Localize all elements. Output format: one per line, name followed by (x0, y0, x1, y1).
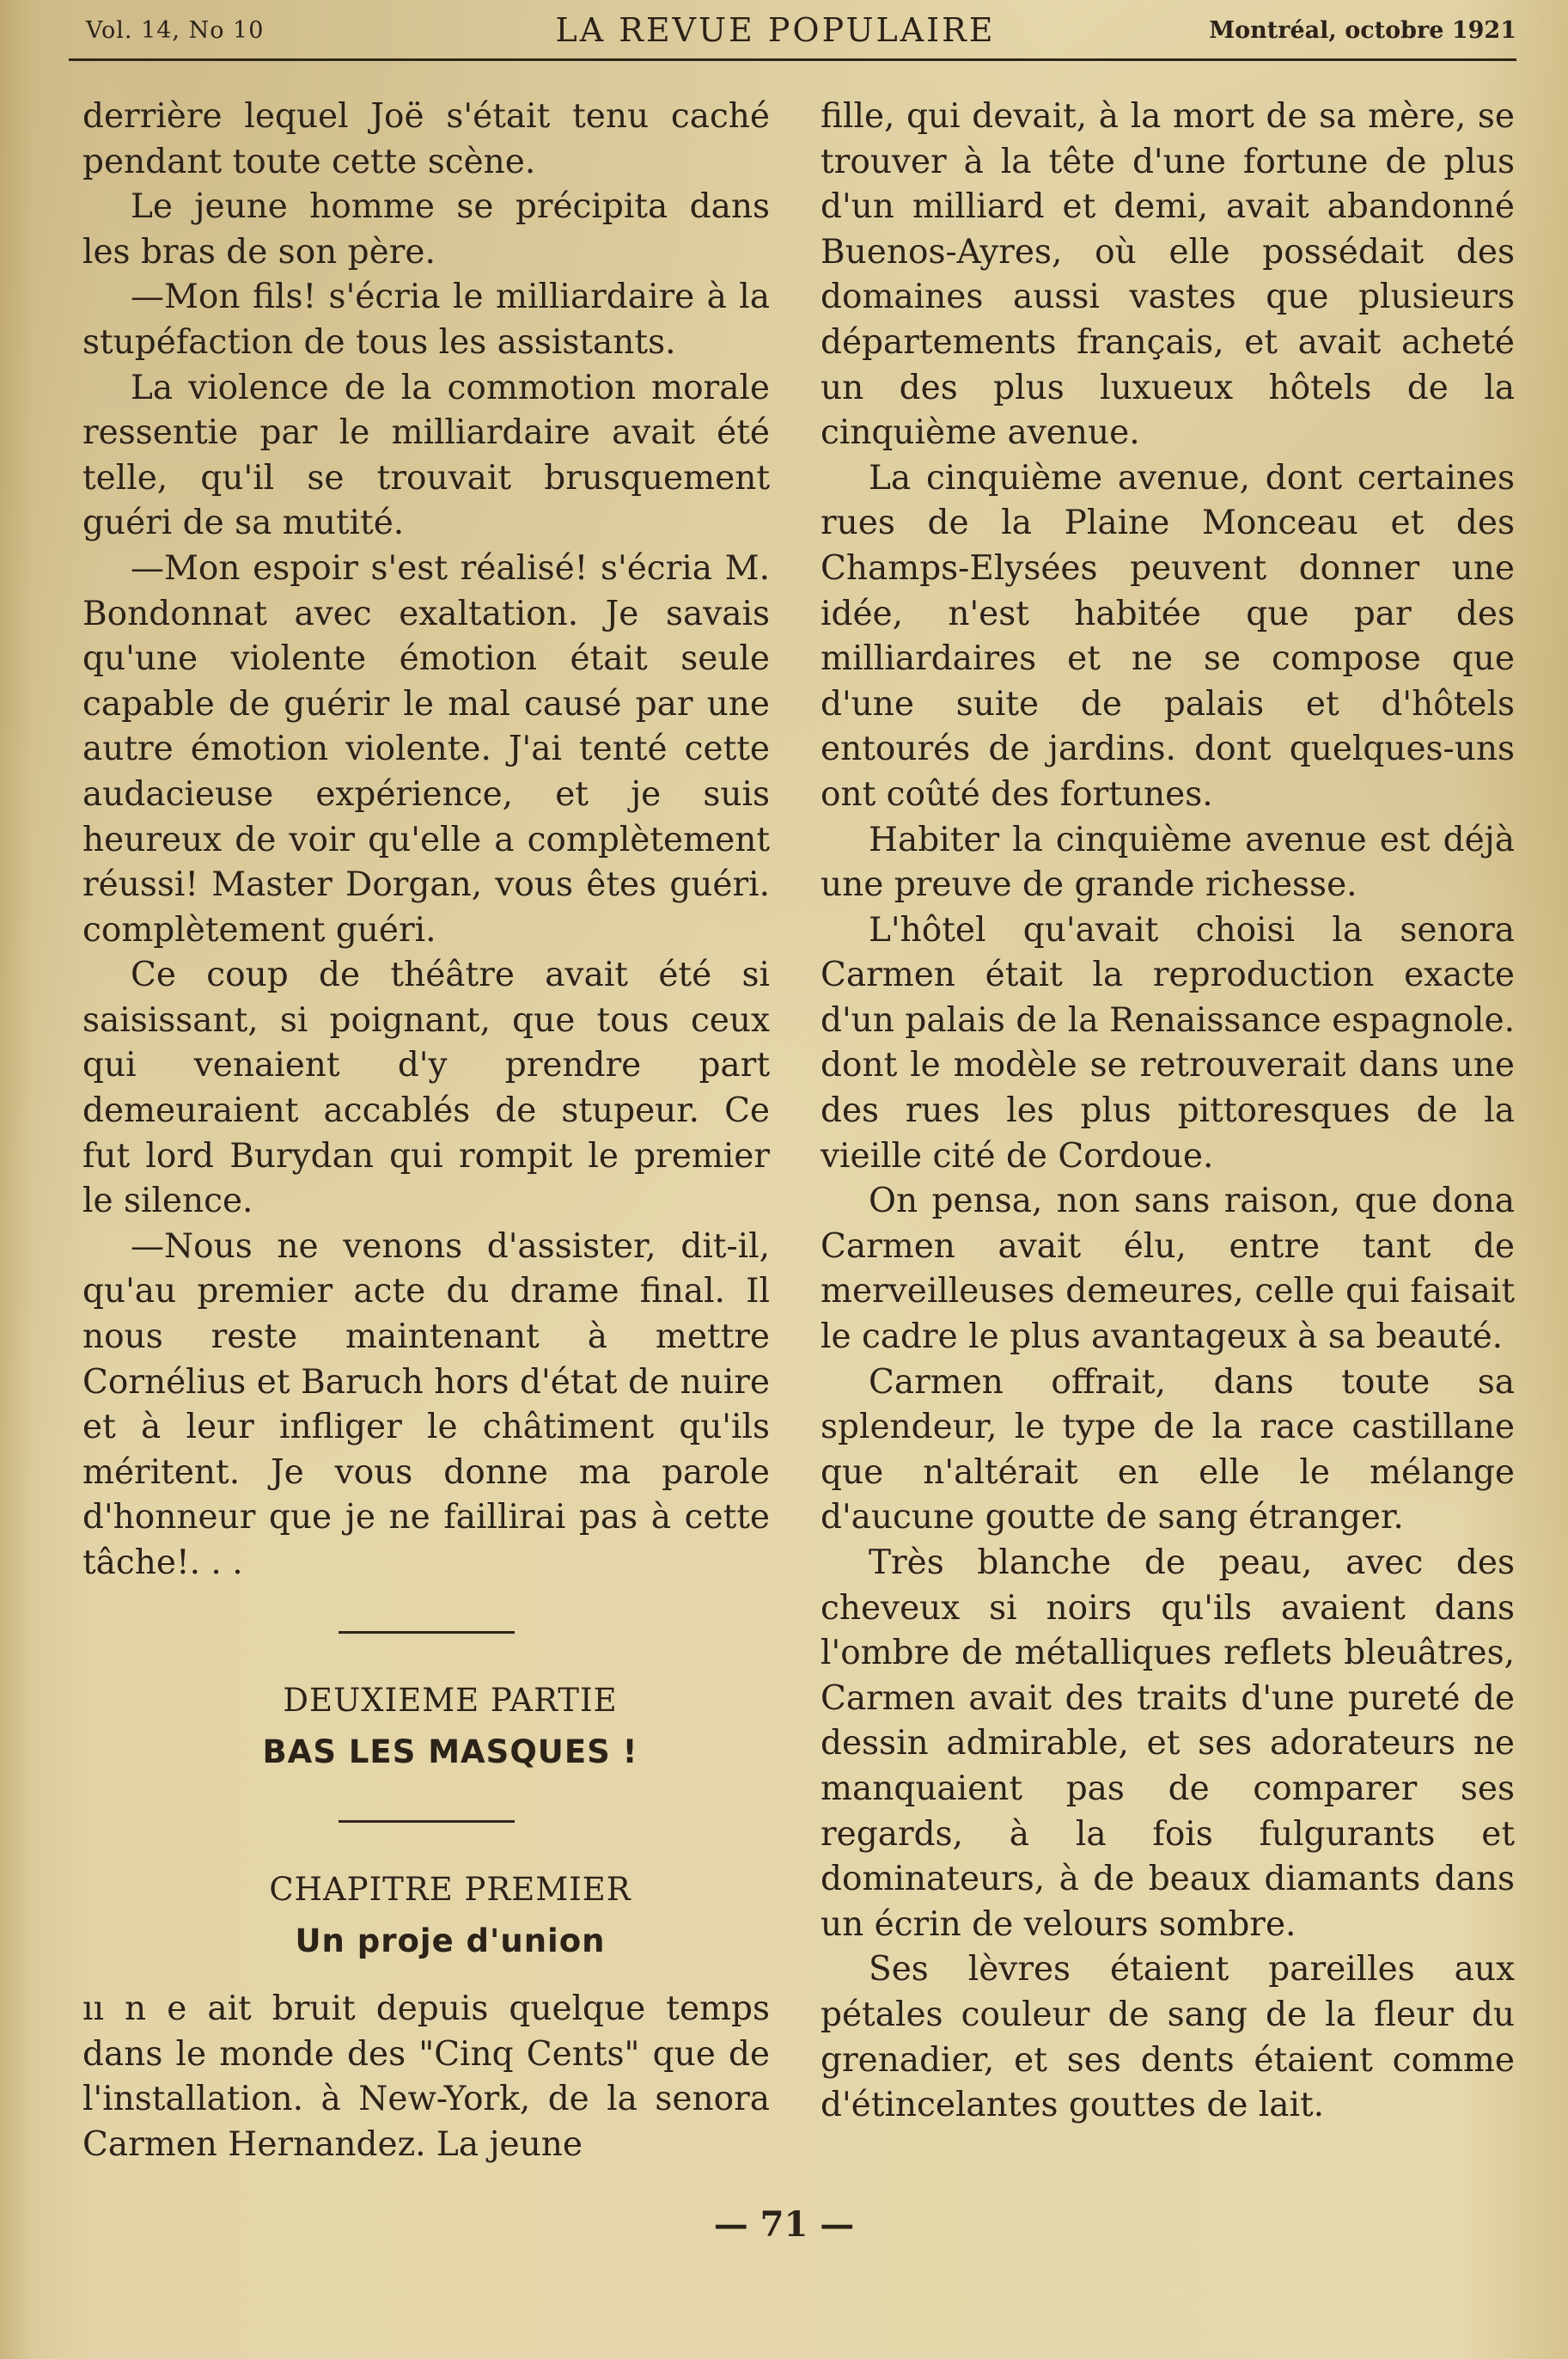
paragraph: Très blanche de peau, avec des cheveux si noirs qu'ils avaient dans l'ombre de métalliques reflets bleuâtres, Carmen avait des traits d'une pureté de dessin admirable, et ses adorateurs ne manquaient pas de comparer ses regards, à la fois fulgurants et dominateurs, à de beaux diamants dans un écrin de velours sombre. (821, 1543, 1515, 1944)
paragraph: Le jeune homme se précipita dans les bras de son père. (82, 187, 770, 272)
running-header (86, 5, 1516, 55)
paragraph: Ce coup de théâtre avait été si saisissant, si poignant, que tous ceux qui venaient d'y prendre part demeuraient accablés de stupeur. Ce fut lord Burydan qui rompit le premier le silence. (82, 956, 770, 1221)
paragraph: La cinquième avenue, dont certaines rues de la Plaine Monceau et des Champs-Elysées peuvent donner une idée, n'est habitée que par des milliardaires et ne se compose que d'une suite de palais et d'hôtels entourés de jardins. dont quelques-uns ont coûté des fortunes. (821, 458, 1515, 814)
chapter-opening-paragraph: ıı n e ait bruit depuis quelque temps dans le monde des "Cinq Cents" que de l'installation. à New-York, de la senora Carmen Hernandez. La jeune (82, 1989, 770, 2164)
paragraph: On pensa, non sans raison, que dona Carmen avait élu, entre tant de merveilleuses demeures, celle qui faisait le cadre le plus avantageux à sa beauté. (821, 1182, 1515, 1357)
part-subtitle: BAS LES MASQUES ! (262, 1733, 638, 1771)
paragraph: La violence de la commotion morale ressentie par le milliardaire avait été telle, qu'il se trouvait brusquement guéri de sa mutité. (82, 368, 770, 543)
paragraph: —Nous ne venons d'assister, dit-il, qu'au premier acte du drame final. Il nous reste maintenant à mettre Cornélius et Baruch hors d'état de nuire et à leur infliger le châtiment qu'ils méritent. Je vous donne ma parole d'honneur que je ne faillirai pas à cette tâche!. . . (82, 1226, 770, 1582)
volume-issue: Vol. 14, No 10 (86, 16, 265, 44)
magazine-title: LA REVUE POPULAIRE (555, 11, 996, 49)
paragraph: L'hôtel qu'avait choisi la senora Carmen était la reproduction exacte d'un palais de la Renaissance espagnole. dont le modèle se retrouverait dans une des rues les plus pittoresques de la vieille cité de Cordoue. (821, 910, 1515, 1176)
page-number: — 71 — (713, 2204, 855, 2245)
paragraph: Ses lèvres étaient pareilles aux pétales couleur de sang de la fleur du grenadier, et ses dents étaient comme d'étincelantes gouttes de lait. (821, 1950, 1515, 2125)
paragraph: Habiter la cinquième avenue est déjà une preuve de grande richesse. (821, 820, 1515, 905)
paragraph: Carmen offrait, dans toute sa splendeur, le type de la race castillane que n'altérait en elle le mélange d'aucune goutte de sang étranger. (821, 1362, 1515, 1537)
chapter-title: CHAPITRE PREMIER (269, 1870, 631, 1908)
paragraph: —Mon fils! s'écria le milliardaire à la stupéfaction de tous les assistants. (82, 278, 770, 362)
paragraph: derrière lequel Joë s'était tenu caché pendant toute cette scène. (82, 97, 770, 181)
paragraph: fille, qui devait, à la mort de sa mère, se trouver à la tête d'une fortune de plus d'un milliard et demi, avait abandonné Buenos-Ayres, où elle possédait des domaines aussi vastes que plusieurs départements français, et avait acheté un des plus luxueux hôtels de la cinquième avenue. (821, 97, 1515, 453)
paragraph: —Mon espoir s'est réalisé! s'écria M. Bondonnat avec exaltation. Je savais qu'une violente émotion était seule capable de guérir le mal causé par une autre émotion violente. J'ai tenté cette audacieuse expérience, et je suis heureux de voir qu'elle a complètement réussi! Master Dorgan, vous êtes guéri. complètement guéri. (82, 548, 770, 950)
right-column (821, 95, 1515, 2129)
place-date: Montréal, octobre 1921 (1209, 16, 1516, 44)
left-column (82, 95, 770, 2167)
header-rule (69, 58, 1516, 61)
chapter-subtitle: Un proje d'union (295, 1922, 606, 1960)
part-title: DEUXIEME PARTIE (283, 1681, 618, 1719)
